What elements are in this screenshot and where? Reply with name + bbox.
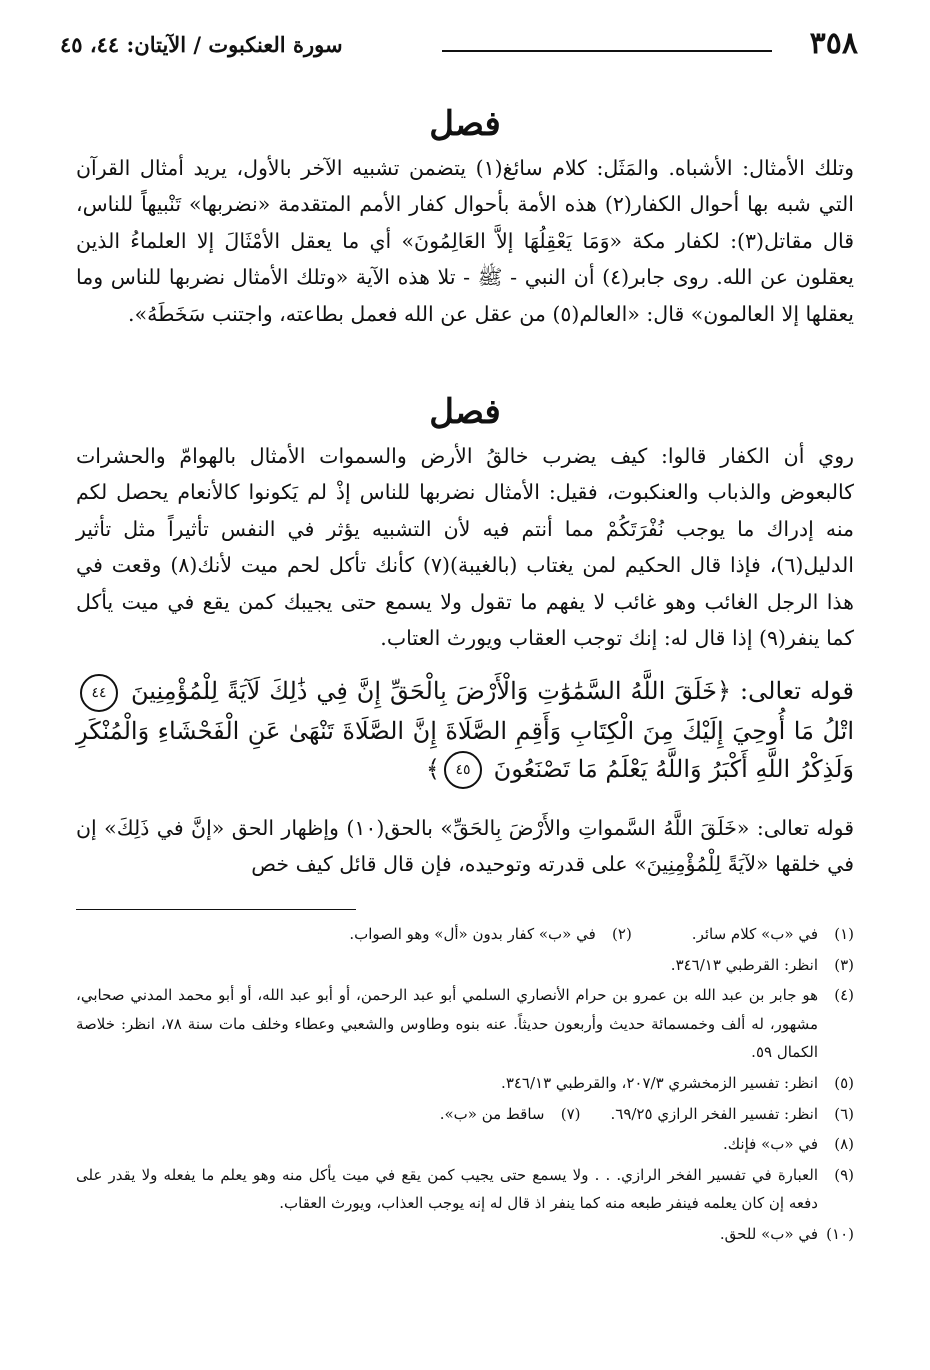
footnote-4 [76, 981, 854, 1067]
verse-commentary: قوله تعالى: «خَلَقَ اللَّهُ السَّمواتِ والأَرْضَ بِالحَقِّ» بالحق(١٠) وإظهار الحق «إنَّ في ذَلِكَ» إن في خلقها «لآيَةً لِلْمُؤْمِنِينَ» على قدرته وتوحيده، فإن قال قائل كيف خص [76, 816, 855, 877]
quran-verses [76, 672, 854, 789]
footnote-number: (٢) [612, 925, 632, 943]
footnote-3 [76, 951, 854, 980]
footnote-text: ساقط من «ب». [439, 1104, 545, 1123]
footnote-number: (١) [834, 925, 854, 943]
verse-45-text: اتْلُ مَا أُوحِيَ إِلَيْكَ مِنَ الْكِتَابِ وَأَقِمِ الصَّلَاةَ إِنَّ الصَّلَاةَ تَنْهَىٰ عَنِ الْفَحْشَاءِ وَالْمُنْكَرِ وَلَذِكْرُ اللَّهِ أَكْبَرُ وَاللَّهُ يَعْلَمُ مَا تَصْنَعُونَ [76, 716, 854, 783]
footnote-number: (٤) [834, 986, 854, 1005]
ayah-number-45-icon: ٤٥ [444, 751, 482, 789]
footnote-text: في «ب» كلام سائر. [691, 925, 818, 943]
footnote-text: في «ب» كفار بدون «أل» وهو الصواب. [349, 925, 596, 943]
footnote-9 [76, 1161, 854, 1218]
footnote-number: (٧) [560, 1104, 581, 1123]
footnote-text: في «ب» فإنك. [722, 1135, 818, 1154]
section-body-2: روي أن الكفار قالوا: كيف يضرب خالقُ الأرض والسموات الأمثال بالهوامّ والحشرات كالبعوض والذباب والعنكبوت، فقيل: الأمثال نضربها للناس إذْ لم يَكونوا كالأنعام يحصل لكم منه إدراك ما يوجب نُفْرَتَكُمْ مما أنتم فيه لأن التشبيه يؤثر في النفس تأثيراً مثل تأثير الدليل(٦)، فإذا قال الحكيم لمن يغتاب (بالغيبة)(٧) كأنك تأكل لحم ميت لأنك(٨) وقعت في هذا الرجل الغائب وهو غائب لا يفهم ما تقول ولا يسمع حتى يجيبك كمن يقع في ميت يأكل كما ينفر(٩) إذا قال له: إنك توجب العقاب ويورث العتاب. [76, 444, 854, 651]
footnote-text: انظر: القرطبي ٣٤٦/١٣. [670, 955, 818, 974]
footnote-row-1-2 [76, 920, 854, 949]
footnote-5 [76, 1069, 854, 1098]
header-rule [442, 50, 772, 52]
footnote-text: هو جابر بن عبد الله بن عمرو بن حرام الأنصاري السلمي أبو عبد الرحمن، أو أبو عبد الله، أو أبو محمد المدني صحابي، مشهور، له ألف وخمسمائة حديث وأربعون حديثاً. عنه بنوه وطاوس والشعبي وعطاء وخلف مات سنة ٧٨، انظر: خلاصة الكمال ٥٩. [76, 986, 819, 1062]
quran-close: ﴾ [425, 754, 440, 783]
footnote-number: (٣) [834, 955, 854, 974]
running-title: سورة العنكبوت / الآيتان: ٤٤، ٤٥ [60, 32, 343, 57]
footnote-10 [76, 1220, 854, 1249]
section-heading-1: فصل [429, 104, 501, 144]
footnote-text: في «ب» للحق. [719, 1224, 818, 1243]
footnote-number: (٥) [834, 1073, 854, 1092]
section-body-1: وتلك الأمثال: الأشباه. والمَثَل: كلام سائغ(١) يتضمن تشبيه الآخر بالأول، يريد أمثال القرآن التي شبه بها أحوال الكفار(٢) هذه الأمة بأحوال كفار الأمم المتقدمة «نضربها» تَنْبيهاً للناس، قال مقاتل(٣): لكفار مكة «وَمَا يَعْقِلُهَا إلاَّ العَالِمُونَ» أي ما يعقل الأمْثَالَ إلا العلماءُ الذين يعقلون عن الله. روى جابر(٤) أن النبي - ﷺ - تلا هذه الآية «وتلك الأمثال نضربها للناس وما يعقلها إلا العالمون» قال: «العالم(٥) من عقل عن الله فعمل بطاعته، واجتنب سَخَطَهُ». [76, 156, 854, 326]
section-heading-2: فصل [429, 392, 501, 432]
footnote-row-6-7 [76, 1100, 854, 1129]
footnote-number: (٩) [834, 1165, 854, 1184]
verse-44-text: خَلَقَ اللَّهُ السَّمَٰوَٰتِ وَالْأَرْضَ بِالْحَقِّ إِنَّ فِي ذَٰلِكَ لَآيَةً لِلْمُؤْمِنِينَ [130, 677, 718, 705]
quran-intro: قوله تعالى: ﴿ [717, 677, 855, 705]
running-header [60, 24, 858, 68]
footnote-text: العبارة في تفسير الفخر الرازي. . . ولا يسمع حتى يجيب كمن يقع في ميت يأكل منه وهو يعلم ما يفعله ولا يقدر على دفعه إن كان يعلمه فينفر طبعه منه كما ينفر اذ قال له إنه يوجب العذاب، ويورث العقاب. [76, 1165, 818, 1213]
footnotes [76, 920, 854, 1251]
page-number: ٣٥٨ [809, 26, 858, 61]
footnote-number: (٨) [834, 1135, 854, 1154]
footnote-number: (٦) [834, 1104, 854, 1123]
footnote-separator [76, 909, 356, 910]
ayah-number-44-icon: ٤٤ [80, 674, 118, 712]
footnote-8 [76, 1130, 854, 1159]
footnote-text: انظر: تفسير الزمخشري ٢٠٧/٣، والقرطبي ٣٤٦/١٣. [501, 1073, 818, 1092]
footnote-text: انظر: تفسير الفخر الرازي ٦٩/٢٥. [610, 1104, 818, 1123]
footnote-number: (١٠) [826, 1224, 854, 1243]
